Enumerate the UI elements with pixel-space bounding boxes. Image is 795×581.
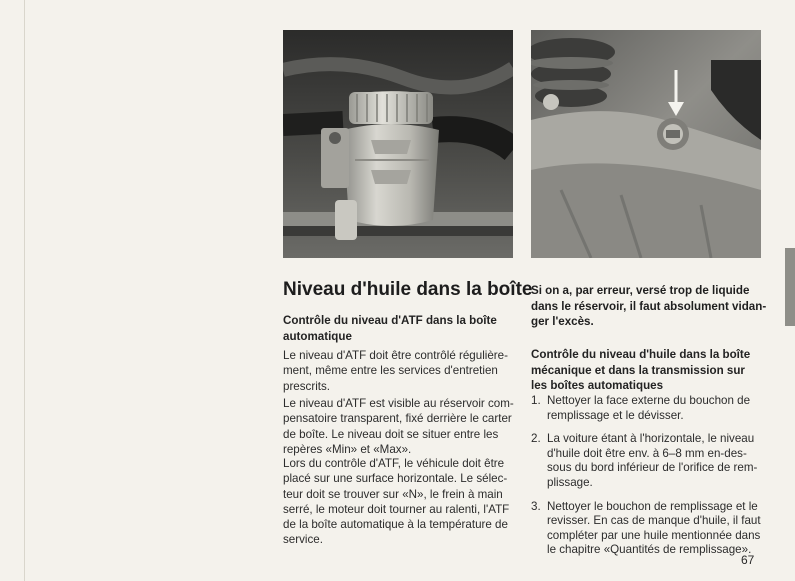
step-text: Nettoyer le bouchon de remplissage et le revisser. En cas de manque d'huile, il faut compléter par une huile mentionnée dans le chapitre «Quantités de remplissage». (547, 499, 761, 557)
atf-subheading: Contrôle du niveau d'ATF dans la boîte automatique (283, 314, 497, 343)
step-number: 3. (531, 499, 541, 513)
page-fold-line (24, 0, 25, 581)
procedure-steps (531, 394, 767, 567)
atf-reservoir-illustration (283, 30, 513, 258)
left-paragraph-3: Lors du contrôle d'ATF, le véhicule doit être placé sur une surface horizontale. Le sélecteur doit se trouver sur «N», le frein à main serré, le moteur doit tourner au ralenti, l'ATF de la boîte automatique à la température de service. (283, 457, 510, 547)
manual-gearbox-subheading: Contrôle du niveau d'huile dans la boîte mécanique et dans la transmission sur les boîtes automatiques (531, 348, 751, 392)
left-paragraph-2: Le niveau d'ATF est visible au réservoir compensatoire transparent, fixé derrière le carter de boîte. Le niveau doit se situer entre les repères «Min» et «Max». (283, 397, 514, 456)
page-title: Niveau d'huile dans la boîte (283, 279, 533, 300)
page-number: 67 (741, 553, 755, 567)
left-paragraph-1: Le niveau d'ATF doit être contrôlé régulièrement, même entre les services d'entretien prescrits. (283, 349, 508, 393)
step-number: 1. (531, 394, 541, 407)
list-item (531, 500, 767, 558)
gearbox-filler-plug-photo (531, 30, 761, 258)
thumb-index-tab (785, 248, 795, 326)
step-text: Nettoyer la face externe du bouchon de remplissage et le dévisser. (547, 394, 751, 422)
list-item (531, 432, 767, 490)
step-text: La voiture étant à l'horizontale, le niveau d'huile doit être env. à 6–8 mm en-dessous du bord inférieur de l'orifice de remplissage. (547, 432, 758, 489)
filler-plug-illustration (531, 30, 761, 258)
step-number: 2. (531, 432, 541, 446)
overfill-warning: Si on a, par erreur, versé trop de liquide dans le réservoir, il faut absolument vidanger l'excès. (531, 284, 767, 328)
atf-reservoir-photo (283, 30, 513, 258)
list-item (531, 394, 767, 423)
